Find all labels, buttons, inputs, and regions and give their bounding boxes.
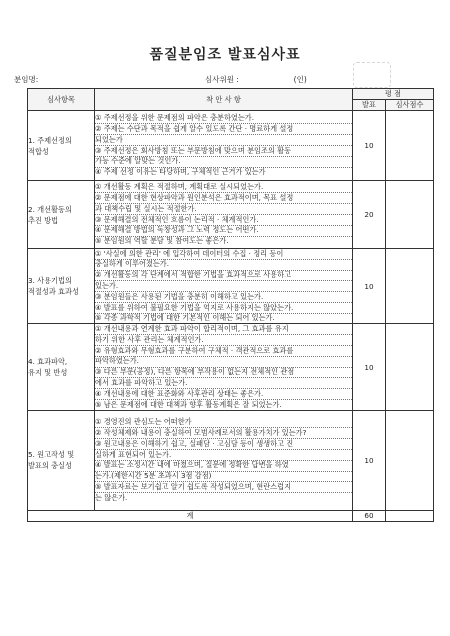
category-label: 추진 방법 (28, 215, 59, 225)
presentation-score: 10 (353, 249, 386, 324)
criteria-line: ① 경영진의 관심도는 어떠한가 (95, 418, 352, 429)
category-label: 1. 주제선정의 (28, 135, 72, 145)
category-cell (28, 410, 95, 510)
category-label: 5. 원고작성 및 (28, 450, 75, 460)
criteria-line: 되었는가 (95, 135, 352, 146)
judge-score-cell[interactable] (386, 249, 434, 324)
total-score: 60 (353, 510, 386, 521)
judge-line (205, 74, 313, 85)
criteria-line: ③ 원고내용은 이해하기 쉽고, 실패담 · 고심담 등이 생생하고 진 (95, 439, 352, 450)
criteria-line: ② 주제는 수단과 목적을 쉽게 알수 있도록 간단 · 명료하게 설정 (95, 124, 352, 135)
table-row (28, 410, 434, 510)
category-label: 적합성 (28, 146, 49, 156)
category-label: 3. 사용기법의 (28, 276, 72, 286)
judge-score-cell[interactable] (386, 181, 434, 249)
criteria-line: ③ 다른 부문(공정), 다른 항목에 부작용이 없는지 전체적인 관점 (95, 368, 352, 379)
criteria-cell (95, 410, 353, 510)
criteria-line: ③ 문제해결의 전체적인 흐름이 논리적 · 체계적인가. (95, 215, 352, 226)
criteria-line: 에서 효과를 파악하고 있는가. (95, 378, 352, 389)
criteria-line: ⑤ 남은 문제점에 대한 대책과 향후 활동계획은 잘 되었는가. (95, 399, 282, 409)
criteria-line: 파악하였는가. (95, 357, 352, 368)
criteria-cell (95, 111, 353, 181)
criteria-line: 는 않은가. (95, 492, 128, 502)
presentation-score: 10 (353, 324, 386, 410)
criteria-line: ⑤ 발표자료는 보기쉽고 알기 쉽도록 작성되었으며, 현란스럽지 (95, 482, 352, 493)
judge-score-cell[interactable] (386, 324, 434, 410)
total-row (28, 510, 434, 521)
presentation-score: 20 (353, 181, 386, 249)
criteria-line: 가능 수준에 알맞는 것인가. (95, 157, 352, 168)
table-row (28, 324, 434, 410)
table-row (28, 249, 434, 324)
criteria-line: 하기 위한 사후 관리는 체계적인가. (95, 335, 352, 346)
criteria-line: 있는가. (95, 281, 352, 292)
criteria-line: 과 대책수립 및 실시는 적절한가. (95, 204, 352, 215)
criteria-line: ① 개선활동 계획은 적절하며, 계획대로 실시되었는가. (95, 183, 352, 194)
criteria-line: ⑤ 분임원의 역할 분담 및 참여도는 좋은가. (95, 236, 229, 246)
judge-score-cell[interactable] (386, 410, 434, 510)
category-label: 적절성과 효과성 (28, 287, 79, 297)
category-cell (28, 249, 95, 324)
criteria-line: ② 개선활동의 각 단계에서 적합한 기법을 효과적으로 사용하고 (95, 271, 352, 282)
category-cell (28, 181, 95, 249)
table-row (28, 111, 434, 181)
criteria-line: ② 유형효과와 무형효과를 구분하여 구체적 · 객관적으로 효과를 (95, 346, 352, 357)
col-judge-score-header: 심사점수 (386, 100, 434, 111)
criteria-line: ② 문제점에 대한 현상파악과 원인분석은 효과적이며, 목표 설정 (95, 193, 352, 204)
presentation-score: 10 (353, 111, 386, 181)
criteria-line: ① 주제선정을 위한 문제점의 파악은 충분하였는가. (95, 114, 352, 125)
criteria-cell (95, 181, 353, 249)
criteria-line: ③ 주제선정은 회사방침 또는 부문방침에 맞으며 분임조의 활동 (95, 146, 352, 157)
criteria-line: ④ 문제해결 방법의 독창성과 그 노력 정도는 어떤가. (95, 226, 352, 237)
judge-label: 심사위원 : (205, 75, 239, 84)
table-row (28, 181, 434, 249)
col-content-header: 착 안 사 항 (95, 89, 353, 111)
criteria-line: 실하게 표현되어 있는가. (95, 450, 352, 461)
category-cell (28, 111, 95, 181)
criteria-line: ① '사실에 의한 관리' 에 입각하여 데이터의 수집 · 정리 등이 (95, 249, 352, 260)
col-presentation-header: 발표 (353, 100, 386, 111)
criteria-cell (95, 324, 353, 410)
category-label: 발표의 충실성 (28, 461, 72, 471)
presentation-score: 10 (353, 410, 386, 510)
col-eval-header: 평 점 (353, 89, 434, 100)
page-title: 품질분임조 발표심사표 (149, 47, 301, 63)
col-category-header: 심사항목 (28, 89, 95, 111)
criteria-line: ⑤ 각종 과학적 기법에 대한 기본적인 이해는 되어 있는가. (95, 313, 275, 323)
evaluation-table (27, 88, 434, 522)
criteria-line: 충실하게 이루어졌는가. (95, 260, 352, 271)
criteria-line: ④ 개선내용에 대한 표준화와 사후관리 상태는 좋은가. (95, 389, 352, 400)
criteria-line: ④ 발표를 위하여 불필요한 기법을 억지로 사용하지는 않았는가. (95, 303, 352, 314)
criteria-line: 는가.(제한시간 5분 초과시 3점 감점) (95, 472, 352, 483)
team-name-label: 분임명: (14, 75, 39, 84)
total-judge-score-cell[interactable] (386, 510, 434, 521)
criteria-line: ④ 발표는 소정시간 내에 마쳤으며, 질문에 정확한 답변을 하였 (95, 461, 352, 472)
judge-score-cell[interactable] (386, 111, 434, 181)
criteria-line: ③ 분임원들은 사용된 기법을 충분히 이해하고 있는가. (95, 292, 352, 303)
category-cell (28, 324, 95, 410)
category-label: 4. 효과파악, (28, 357, 68, 367)
seal-label: (인) (293, 75, 307, 84)
criteria-line: ④ 주제 선정 이유는 타당하며, 구체적인 근거가 있는가 (95, 167, 266, 177)
criteria-line: ② 작성체제와 내용이 충실하여 모범사례로서의 활용가치가 있는가? (95, 428, 352, 439)
criteria-line: ① 개선내용과 연계한 효과 파악이 합리적이며, 그 효과를 유지 (95, 324, 352, 335)
table-body (28, 111, 434, 511)
category-label: 유지 및 반성 (28, 368, 68, 378)
header-row-1 (28, 89, 434, 100)
stamp-mark (353, 62, 391, 88)
category-label: 2. 개선활동의 (28, 204, 72, 214)
total-label: 계 (28, 510, 353, 521)
criteria-cell (95, 249, 353, 324)
